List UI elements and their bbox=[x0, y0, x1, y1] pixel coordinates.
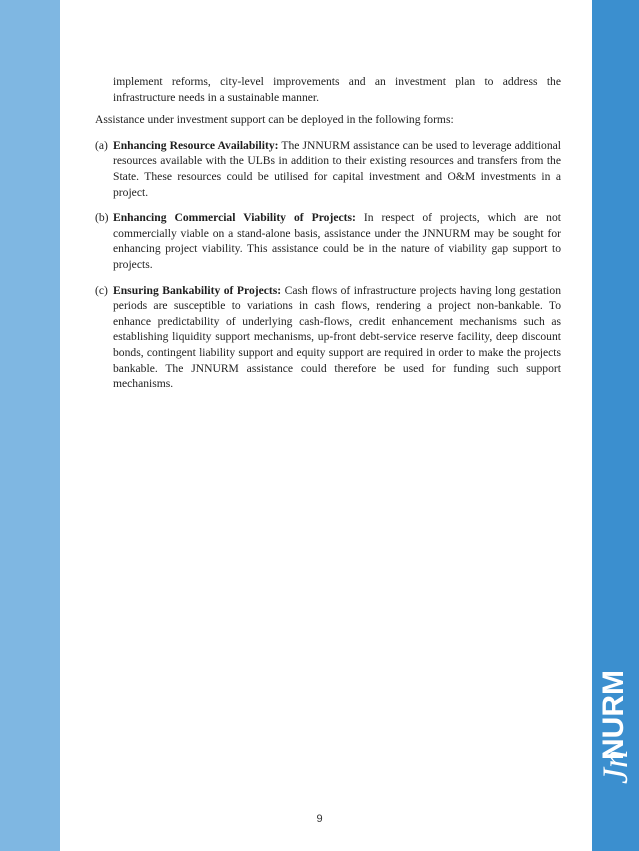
jnnurm-logo bbox=[589, 642, 639, 787]
intro-paragraph: Assistance under investment support can be deployed in the following forms: bbox=[95, 113, 454, 127]
list-item-a bbox=[95, 138, 561, 200]
list-item-text: Cash flows of infrastructure projects having long gestation periods are susceptible to variations in cash flows, rendering a project non-bankable. To enhance predictability of underlying cash-flows, credit enhancement mechanisms such as establishing liquidity support mechanisms, up-front debt-service reserve facility, deep discount bonds, contingent liability support and equity support are required in order to make the projects bankable. The JNNURM assistance could therefore be used for funding such support mechanisms. bbox=[113, 283, 561, 391]
list-item-text: In respect of projects, which are not commercially viable on a stand-alone basis, assistance under the JNNURM may be sought for enhancing project viability. This assistance could be in the nature of viability gap support to projects. bbox=[113, 211, 561, 271]
list-item-title: Ensuring Bankability of Projects: bbox=[113, 283, 282, 297]
list-item-b bbox=[95, 210, 561, 272]
page-number: 9 bbox=[316, 813, 323, 825]
list-item-label: (c) bbox=[95, 283, 108, 297]
list-item-label: (a) bbox=[95, 138, 108, 152]
list-item-body bbox=[113, 210, 561, 272]
logo-block-text: NURM bbox=[597, 670, 630, 760]
list-item-title: Enhancing Commercial Viability of Projects: bbox=[113, 211, 356, 225]
list-item-c bbox=[95, 283, 561, 392]
list-item-label: (b) bbox=[95, 211, 109, 225]
list-item-text: The JNNURM assistance can be used to leverage additional resources available with the ULBs in addition to their existing resources and transfers from the State. These resources could be utilised for capital investment and O&M investments in a project. bbox=[113, 138, 562, 199]
list-item-title: Enhancing Resource Availability: bbox=[113, 138, 279, 152]
document-body bbox=[95, 74, 561, 392]
logo-script-text: Jn bbox=[595, 750, 635, 784]
list-item-body bbox=[113, 283, 561, 392]
continuation-paragraph: implement reforms, city-level improvements and an investment plan to address the infrastructure needs in a sustainable manner. bbox=[113, 75, 561, 104]
list-item-body bbox=[113, 138, 561, 200]
